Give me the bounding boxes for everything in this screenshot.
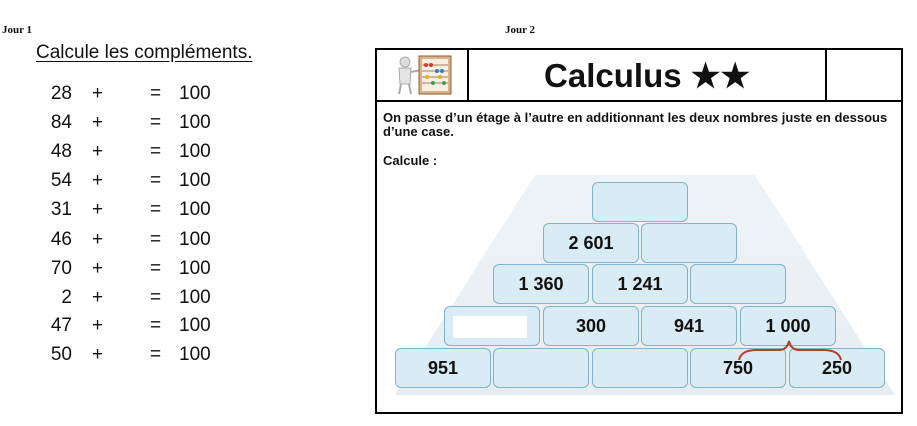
equals-sign: = xyxy=(150,170,162,191)
pyramid-brick[interactable] xyxy=(690,264,786,304)
card-header xyxy=(377,50,901,102)
list-item xyxy=(0,170,260,196)
list-item xyxy=(0,344,260,370)
exercise-title: Calcule les compléments. xyxy=(36,42,253,63)
number: 54 xyxy=(50,170,72,191)
result: 100 xyxy=(179,258,211,279)
number: 2 xyxy=(61,287,72,308)
curly-brace-icon xyxy=(735,338,847,366)
pyramid-brick[interactable]: 1 360 xyxy=(493,264,589,304)
equals-sign: = xyxy=(150,229,162,250)
plus-sign: + xyxy=(92,141,104,162)
number: 84 xyxy=(50,112,72,133)
pyramid-brick[interactable]: 2 601 xyxy=(543,223,639,263)
pyramid-brick[interactable]: 941 xyxy=(641,306,737,346)
instruction-text: On passe d’un étage à l’autre en additionnant les deux nombres juste en dessous d’une case. xyxy=(383,110,888,139)
plus-sign: + xyxy=(92,258,104,279)
number: 46 xyxy=(50,229,72,250)
list-item xyxy=(0,199,260,225)
result: 100 xyxy=(179,287,211,308)
result: 100 xyxy=(179,229,211,250)
pyramid-brick[interactable]: 1 000 xyxy=(740,306,836,346)
plus-sign: + xyxy=(92,315,104,336)
list-item xyxy=(0,315,260,341)
pyramid-brick[interactable]: 300 xyxy=(543,306,639,346)
equals-sign: = xyxy=(150,141,162,162)
equals-sign: = xyxy=(150,83,162,104)
pyramid-brick[interactable]: 951 xyxy=(395,348,491,388)
result: 100 xyxy=(179,170,211,191)
pyramid-brick[interactable]: 750 xyxy=(690,348,786,388)
result: 100 xyxy=(179,315,211,336)
equals-sign: = xyxy=(150,112,162,133)
number: 50 xyxy=(50,344,72,365)
list-item xyxy=(0,258,260,284)
number-pyramid xyxy=(375,170,903,396)
card-title: Calculus ★★ xyxy=(469,50,827,100)
plus-sign: + xyxy=(92,287,104,308)
pyramid-brick[interactable] xyxy=(444,306,540,346)
plus-sign: + xyxy=(92,112,104,133)
pyramid-brick[interactable] xyxy=(493,348,589,388)
number: 47 xyxy=(50,315,72,336)
list-item xyxy=(0,229,260,255)
number: 48 xyxy=(50,141,72,162)
number: 28 xyxy=(50,83,72,104)
result: 100 xyxy=(179,344,211,365)
white-patch xyxy=(453,316,527,338)
equals-sign: = xyxy=(150,199,162,220)
equals-sign: = xyxy=(150,258,162,279)
list-item xyxy=(0,287,260,313)
result: 100 xyxy=(179,83,211,104)
number: 31 xyxy=(50,199,72,220)
equals-sign: = xyxy=(150,315,162,336)
result: 100 xyxy=(179,112,211,133)
day2-label: Jour 2 xyxy=(505,24,536,36)
plus-sign: + xyxy=(92,83,104,104)
pyramid-brick[interactable]: 250 xyxy=(789,348,885,388)
calcule-label: Calcule : xyxy=(383,153,438,168)
pyramid-brick[interactable]: 1 241 xyxy=(592,264,688,304)
plus-sign: + xyxy=(92,199,104,220)
pyramid-brick[interactable] xyxy=(592,182,688,222)
plus-sign: + xyxy=(92,170,104,191)
equals-sign: = xyxy=(150,344,162,365)
list-item xyxy=(0,83,260,109)
pyramid-brick[interactable] xyxy=(592,348,688,388)
plus-sign: + xyxy=(92,229,104,250)
result: 100 xyxy=(179,199,211,220)
result: 100 xyxy=(179,141,211,162)
header-empty-cell xyxy=(827,50,901,100)
number: 70 xyxy=(50,258,72,279)
pyramid-brick[interactable] xyxy=(641,223,737,263)
equals-sign: = xyxy=(150,287,162,308)
figure-with-abacus-icon xyxy=(377,50,469,100)
list-item xyxy=(0,112,260,138)
list-item xyxy=(0,141,260,167)
plus-sign: + xyxy=(92,344,104,365)
day1-label: Jour 1 xyxy=(2,24,33,36)
